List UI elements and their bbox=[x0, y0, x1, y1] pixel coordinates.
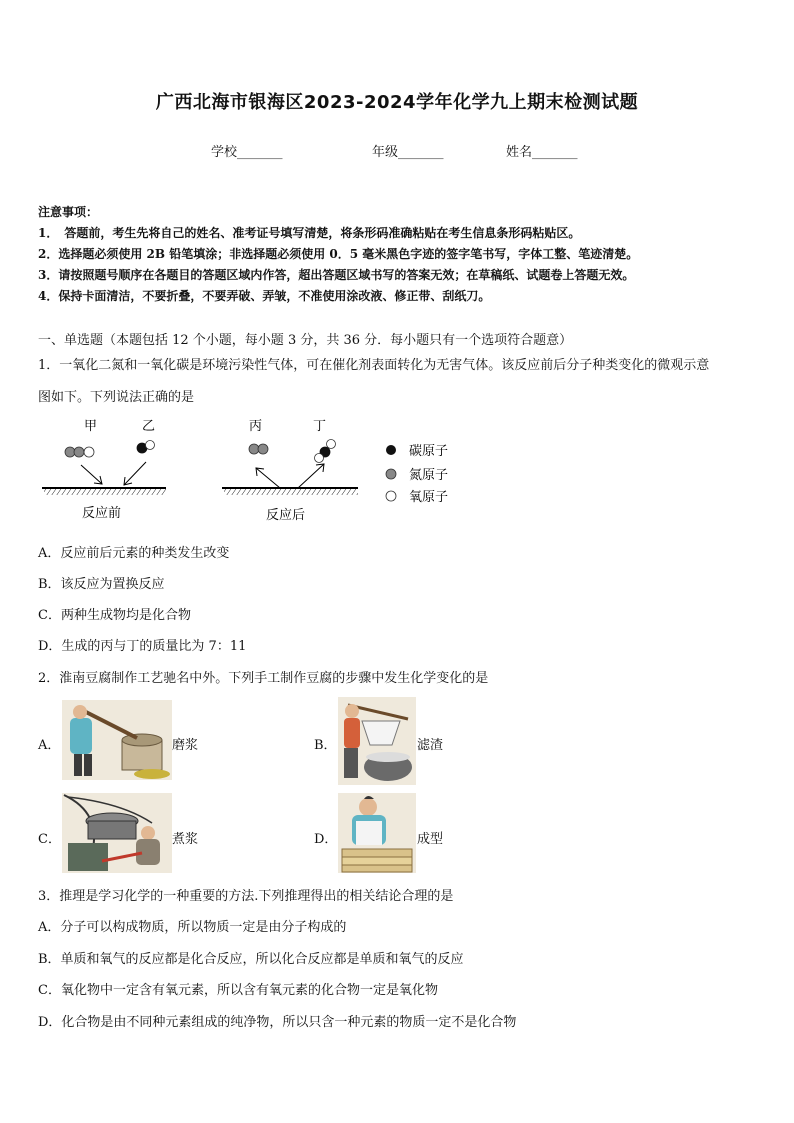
q1-option-c: C．两种生成物均是化合物 bbox=[38, 608, 191, 623]
label-after: 反应后 bbox=[266, 508, 306, 523]
q2-option-d-text: 成型 bbox=[417, 832, 444, 847]
notice-heading: 注意事项： bbox=[38, 205, 99, 219]
legend-nitrogen: 氮原子 bbox=[409, 468, 449, 483]
q3-option-c: C．氧化物中一定含有氧元素，所以含有氧元素的化合物一定是氧化物 bbox=[38, 983, 438, 998]
q1-option-a: A．反应前后元素的种类发生改变 bbox=[38, 546, 230, 561]
q3-option-a: A．分子可以构成物质，所以物质一定是由分子构成的 bbox=[38, 920, 347, 935]
q3-option-d: D．化合物是由不同种元素组成的纯净物，所以只含一种元素的物质一定不是化合物 bbox=[38, 1015, 517, 1030]
q2-option-a-letter: A． bbox=[38, 738, 61, 753]
q3-option-b: B．单质和氧气的反应都是化合反应，所以化合反应都是单质和氧气的反应 bbox=[38, 952, 464, 967]
notice-item-2: 2．选择题必须使用 2B 铅笔填涂；非选择题必须使用 0．5 毫米黑色字迹的签字笔书写，字体工整、笔迹清楚。 bbox=[38, 247, 639, 261]
q2-stem: 2．淮南豆腐制作工艺驰名中外。下列手工制作豆腐的步骤中发生化学变化的是 bbox=[38, 671, 489, 686]
q1-stem-line2: 图如下。下列说法正确的是 bbox=[38, 390, 195, 405]
arrows-before bbox=[81, 462, 146, 485]
grinding-illustration bbox=[62, 700, 172, 780]
molecule-n2 bbox=[249, 444, 268, 454]
q2-option-d-letter: D． bbox=[314, 832, 338, 847]
catalyst-surface-after bbox=[222, 488, 358, 495]
q2-option-c-text: 煮浆 bbox=[172, 832, 199, 847]
legend-carbon: 碳原子 bbox=[409, 444, 449, 459]
filtering-illustration bbox=[338, 697, 416, 785]
label-before: 反应前 bbox=[82, 506, 122, 521]
q2-option-b-text: 滤渣 bbox=[417, 738, 444, 753]
q1-reaction-diagram bbox=[36, 410, 476, 530]
arrows-after bbox=[256, 464, 324, 488]
legend bbox=[386, 443, 448, 505]
label-ding: 丁 bbox=[313, 419, 327, 434]
molecule-n2o bbox=[65, 447, 94, 457]
notice-item-1: 1． 答题前，考生先将自己的姓名、准考证号填写清楚，将条形码准确粘贴在考生信息条形码粘贴区。 bbox=[38, 226, 581, 240]
grade-field: 年级_______ bbox=[372, 145, 444, 160]
molding-illustration bbox=[338, 793, 416, 873]
molecule-co bbox=[137, 441, 155, 454]
school-field: 学校_______ bbox=[211, 145, 283, 160]
legend-oxygen: 氧原子 bbox=[409, 490, 449, 505]
name-field: 姓名_______ bbox=[506, 145, 578, 160]
molecule-co2 bbox=[315, 440, 336, 463]
page-title: 广西北海市银海区2023-2024学年化学九上期末检测试题 bbox=[155, 92, 639, 113]
q1-option-d: D．生成的丙与丁的质量比为 7：11 bbox=[38, 639, 247, 654]
catalyst-surface-before bbox=[42, 488, 166, 495]
label-bing: 丙 bbox=[249, 419, 263, 434]
label-yi: 乙 bbox=[142, 419, 156, 434]
q2-option-a-text: 磨浆 bbox=[172, 738, 199, 753]
notice-item-4: 4．保持卡面清洁，不要折叠，不要弄破、弄皱，不准使用涂改液、修正带、刮纸刀。 bbox=[38, 289, 491, 303]
q3-stem: 3．推理是学习化学的一种重要的方法.下列推理得出的相关结论合理的是 bbox=[38, 889, 454, 904]
q2-option-c-letter: C． bbox=[38, 832, 61, 847]
q1-stem-line1: 1．一氧化二氮和一氧化碳是环境污染性气体，可在催化剂表面转化为无害气体。该反应前后分子种类变化的微观示意 bbox=[38, 358, 710, 373]
boiling-illustration bbox=[62, 793, 172, 873]
q2-option-b-letter: B． bbox=[314, 738, 337, 753]
section-heading: 一、单选题（本题包括 12 个小题，每小题 3 分，共 36 分．每小题只有一个选项符合题意） bbox=[38, 333, 573, 348]
label-jia: 甲 bbox=[84, 419, 98, 434]
notice-item-3: 3．请按照题号顺序在各题目的答题区域内作答，超出答题区域书写的答案无效；在草稿纸、试题卷上答题无效。 bbox=[38, 268, 635, 282]
q1-option-b: B．该反应为置换反应 bbox=[38, 577, 165, 592]
